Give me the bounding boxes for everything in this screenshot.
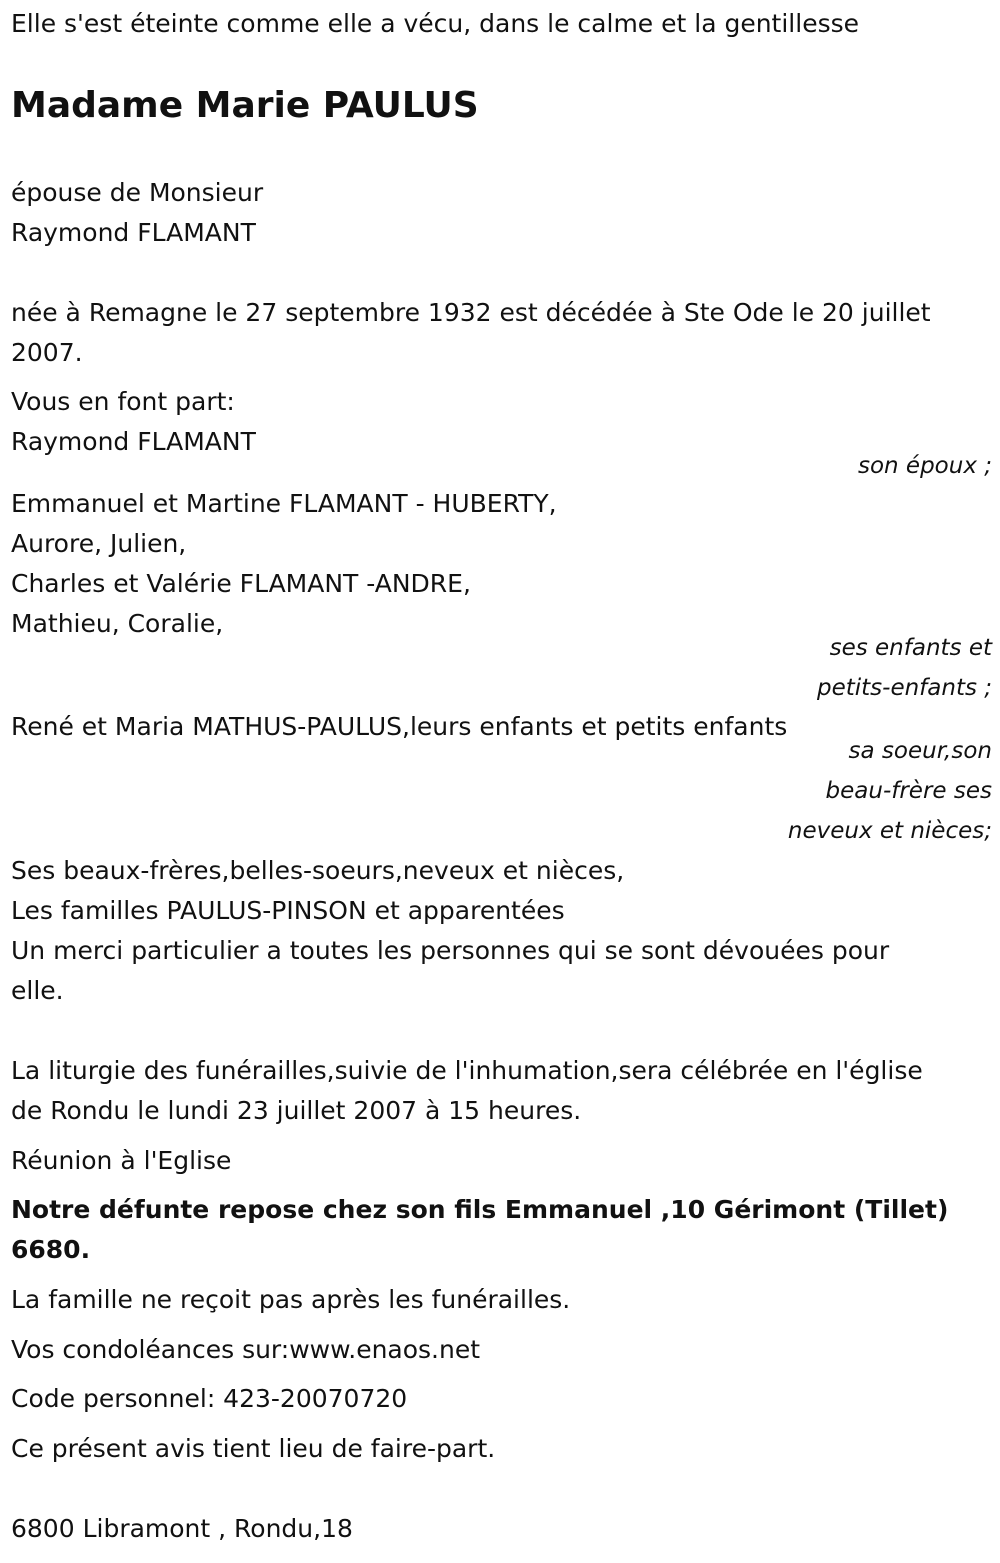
repose-line-2: 6680.: [11, 1235, 91, 1264]
family-more-line: Un merci particulier a toutes les personnes qui se sont dévouées pour: [11, 936, 890, 965]
family-name-line: Charles et Valérie FLAMANT -ANDRE,: [11, 569, 471, 598]
deceased-name: Madame Marie PAULUS: [11, 85, 479, 126]
relation-label: ses enfants et: [829, 635, 992, 661]
personal-code: Code personnel: 423-20070720: [11, 1384, 408, 1413]
relation-label: sa soeur,son: [848, 738, 992, 764]
birth-line-1: née à Remagne le 27 septembre 1932 est décédée à Ste Ode le 20 juillet: [11, 298, 931, 327]
family-more-line: Ses beaux-frères,belles-soeurs,neveux et nièces,: [11, 856, 625, 885]
condolences-text: Vos condoléances sur:www.enaos.net: [11, 1335, 481, 1364]
family-name-line: Mathieu, Coralie,: [11, 609, 224, 638]
repose-line-1: Notre défunte repose chez son fils Emmanuel ,10 Gérimont (Tillet): [11, 1195, 949, 1224]
family-name-line: Emmanuel et Martine FLAMANT - HUBERTY,: [11, 489, 557, 518]
family-more-line: Les familles PAULUS-PINSON et apparentées: [11, 896, 565, 925]
birth-line-2: 2007.: [11, 338, 83, 367]
intro-text: Elle s'est éteinte comme elle a vécu, dans le calme et la gentillesse: [11, 9, 860, 38]
family-name-line: Raymond FLAMANT: [11, 427, 256, 456]
family-name-line: René et Maria MATHUS-PAULUS,leurs enfants et petits enfants: [11, 712, 788, 741]
relation-label: neveux et nièces;: [787, 818, 992, 844]
spouse-line-1: épouse de Monsieur: [11, 178, 264, 207]
notice-text: Ce présent avis tient lieu de faire-part.: [11, 1434, 496, 1463]
relation-label: beau-frère ses: [825, 778, 992, 804]
family-more-line: elle.: [11, 976, 64, 1005]
announce-text: Vous en font part:: [11, 387, 235, 416]
address-text: 6800 Libramont , Rondu,18: [11, 1514, 353, 1543]
meeting-text: Réunion à l'Eglise: [11, 1146, 232, 1175]
relation-label: son époux ;: [857, 453, 992, 479]
spouse-line-2: Raymond FLAMANT: [11, 218, 256, 247]
family-name-line: Aurore, Julien,: [11, 529, 187, 558]
funeral-line-1: La liturgie des funérailles,suivie de l'inhumation,sera célébrée en l'église: [11, 1056, 923, 1085]
relation-label: petits-enfants ;: [816, 675, 992, 701]
funeral-line-2: de Rondu le lundi 23 juillet 2007 à 15 heures.: [11, 1096, 582, 1125]
no-reception-text: La famille ne reçoit pas après les funérailles.: [11, 1285, 571, 1314]
